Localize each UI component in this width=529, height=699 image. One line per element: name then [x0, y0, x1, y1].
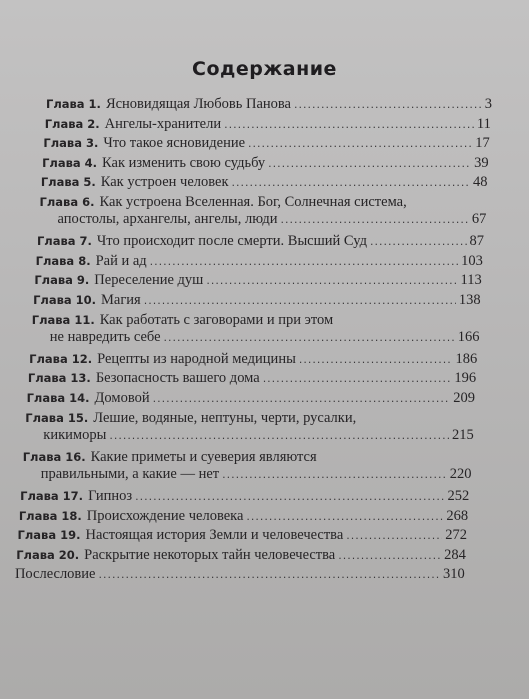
page-number: 196	[454, 370, 477, 387]
dot-leader	[346, 527, 442, 544]
dot-leader	[232, 174, 470, 191]
chapter-label: Глава 17.	[20, 489, 84, 503]
toc-line	[28, 370, 476, 387]
page-number: 138	[458, 292, 481, 308]
page-number: 284	[444, 546, 466, 563]
chapter-label: Глава 3.	[43, 136, 99, 151]
page-number: 113	[460, 272, 482, 289]
toc-entry	[46, 96, 492, 113]
toc-line	[25, 410, 474, 427]
chapter-label: Глава 6.	[39, 195, 95, 209]
page-number: 48	[472, 174, 488, 191]
dot-leader	[248, 135, 472, 152]
toc-line	[46, 96, 492, 113]
toc-entry	[25, 410, 474, 444]
dot-leader	[280, 211, 468, 228]
chapter-label: Глава 9.	[34, 273, 90, 288]
toc-entry	[34, 272, 481, 289]
toc-line	[34, 272, 481, 289]
chapter-title: Ангелы-хранители	[104, 115, 222, 132]
toc-line	[23, 449, 472, 466]
dot-leader	[153, 390, 451, 407]
page-number: 3	[484, 96, 492, 112]
toc-line	[15, 566, 465, 583]
chapter-label: Глава 18.	[18, 508, 82, 523]
chapter-title: Происхождение человека	[86, 507, 244, 524]
chapter-title: Как изменить свою судьбу	[102, 154, 266, 171]
chapter-title: Как работать с заговорами и при этом	[99, 311, 334, 328]
page-number: 87	[469, 233, 485, 250]
chapter-label: Глава 13.	[27, 371, 91, 386]
chapter-label: Глава 2.	[44, 116, 100, 131]
chapter-title: Домовой	[94, 390, 150, 406]
page-number: 272	[445, 527, 467, 544]
dot-leader	[98, 566, 439, 583]
toc-entry	[33, 292, 481, 309]
toc-line	[36, 253, 483, 270]
page-number: 11	[476, 115, 491, 132]
toc-entry	[42, 155, 488, 172]
toc-line	[16, 547, 466, 564]
toc-entry	[36, 253, 483, 270]
page-number: 209	[453, 390, 475, 406]
dot-leader	[370, 233, 467, 250]
chapter-title: Раскрытие некоторых тайн человечества	[84, 546, 336, 563]
chapter-title: Что происходит после смерти. Высший Суд	[96, 233, 367, 250]
chapter-title: Магия	[101, 292, 141, 308]
chapter-title: Какие приметы и суеверия являются	[90, 448, 317, 465]
toc-line	[41, 174, 488, 191]
chapter-title: кикиморы	[43, 426, 107, 443]
dot-leader	[294, 96, 482, 113]
toc-entry	[23, 449, 472, 483]
chapter-title: правильными, а какие — нет	[40, 465, 220, 482]
page-number: 103	[461, 252, 483, 269]
toc-entry	[43, 135, 489, 152]
dot-leader	[150, 253, 458, 270]
dot-leader	[206, 272, 457, 289]
chapter-title: Что такое ясновидение	[103, 135, 246, 152]
toc-line	[42, 155, 488, 172]
toc-entry	[41, 174, 488, 191]
dot-leader	[135, 488, 444, 505]
toc-entry	[20, 488, 469, 505]
dot-leader	[299, 351, 453, 368]
toc-line	[19, 508, 468, 525]
chapter-label: Глава 1.	[46, 97, 101, 111]
page-number: 220	[449, 465, 472, 482]
toc-line	[40, 194, 487, 211]
chapter-label: Глава 4.	[42, 155, 98, 170]
chapter-label: Глава 8.	[35, 253, 91, 268]
toc-line	[43, 135, 489, 152]
toc-entry	[27, 390, 475, 407]
toc-entry	[18, 527, 467, 544]
page-number: 215	[452, 426, 474, 443]
chapter-label: Глава 16.	[22, 449, 86, 464]
toc-entry	[40, 194, 487, 228]
chapter-title: Как устроен человек	[100, 174, 229, 191]
toc-entry	[16, 547, 466, 564]
page-number: 310	[442, 566, 465, 583]
chapter-title: Послесловие	[14, 566, 96, 583]
dot-leader	[224, 116, 474, 133]
chapter-label: Глава 5.	[40, 175, 96, 190]
chapter-title: Рецепты из народной медицины	[97, 350, 296, 367]
toc-entry	[32, 312, 480, 346]
toc-line	[25, 427, 474, 444]
page-number: 186	[455, 350, 478, 367]
chapter-title: Как устроена Вселенная. Бог, Солнечная система,	[99, 194, 407, 210]
toc-line	[32, 312, 480, 329]
dot-leader	[338, 547, 441, 564]
toc-line	[27, 390, 475, 407]
toc-line	[32, 329, 480, 346]
page-number: 166	[457, 328, 480, 345]
toc-line	[20, 488, 469, 505]
chapter-label: Глава 7.	[36, 234, 92, 249]
toc-line	[37, 233, 484, 250]
chapter-label: Глава 11.	[31, 312, 95, 327]
chapter-label: Глава 10.	[33, 293, 96, 307]
chapter-title: Лешие, водяные, нептуны, черти, русалки,	[93, 409, 357, 426]
toc-entry	[45, 116, 491, 133]
toc-entry	[15, 566, 465, 583]
toc-line	[29, 351, 477, 368]
chapter-title: Переселение душ	[94, 272, 204, 289]
toc-line	[33, 292, 481, 309]
chapter-title: Гипноз	[88, 488, 133, 504]
toc-line	[23, 466, 472, 483]
chapter-label: Глава 15.	[25, 410, 89, 425]
dot-leader	[263, 370, 452, 387]
toc-entry	[29, 351, 477, 368]
toc-entry	[28, 370, 476, 387]
chapter-title: Рай и ад	[95, 252, 147, 269]
chapter-label: Глава 12.	[29, 351, 93, 366]
page-number: 17	[475, 135, 490, 152]
dot-leader	[268, 155, 471, 172]
dot-leader	[246, 508, 443, 525]
dot-leader	[222, 466, 447, 483]
chapter-title: апостолы, архангелы, ангелы, люди	[57, 211, 278, 227]
toc-line	[40, 211, 487, 228]
page-number: 67	[471, 211, 487, 227]
page-number: 252	[447, 488, 470, 504]
chapter-title: не навредить себе	[49, 328, 161, 345]
chapter-title: Ясновидящая Любовь Панова	[105, 96, 291, 112]
page-number: 268	[446, 507, 469, 524]
toc-line	[45, 116, 491, 133]
dot-leader	[164, 329, 455, 346]
chapter-title: Безопасность вашего дома	[95, 370, 260, 387]
dot-leader	[144, 292, 456, 309]
toc-entry	[19, 508, 468, 525]
chapter-label: Глава 14.	[26, 391, 90, 405]
page-title: Содержание	[192, 58, 337, 80]
chapter-label: Глава 19.	[17, 528, 81, 543]
dot-leader	[109, 427, 449, 444]
toc-entry	[37, 233, 484, 250]
page-number: 39	[474, 154, 489, 171]
toc-line	[18, 527, 467, 544]
chapter-title: Настоящая история Земли и человечества	[85, 527, 344, 544]
chapter-label: Глава 20.	[16, 547, 80, 562]
